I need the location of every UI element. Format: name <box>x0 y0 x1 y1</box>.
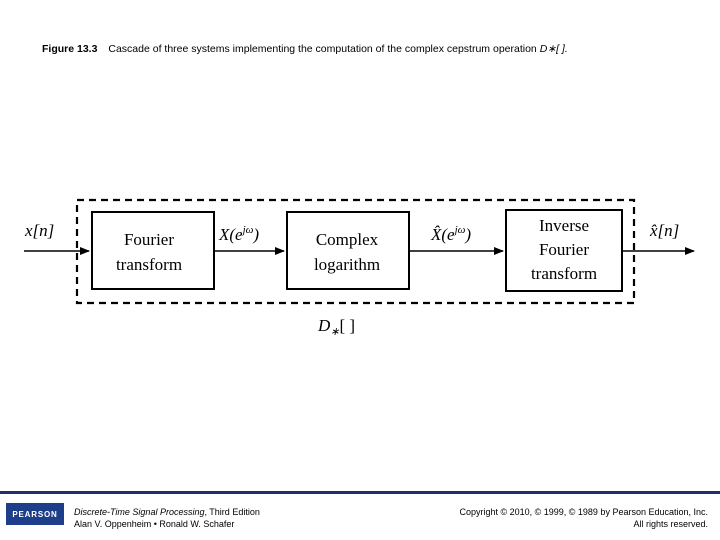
system-operator-brackets: [ ] <box>339 316 356 335</box>
log-block-line-2: logarithm <box>313 255 381 274</box>
log-spectrum-label-exponent: jω <box>454 224 466 236</box>
log-spectrum-label <box>430 224 471 244</box>
footer-rule <box>0 491 720 494</box>
inverse-block-line-1: Inverse <box>538 216 590 235</box>
spectrum-label <box>218 224 259 244</box>
spectrum-label-exponent: jω <box>242 224 254 236</box>
system-operator-base: D <box>318 316 331 335</box>
log-spectrum-label-close: ) <box>465 225 472 244</box>
book-title-line <box>74 506 260 518</box>
fourier-transform-block <box>92 212 214 289</box>
log-spectrum-label-base: X̂(e <box>431 225 455 244</box>
inverse-block-line-3: transform <box>530 264 598 283</box>
rights-text: All rights reserved. <box>633 519 708 529</box>
book-title: Discrete-Time Signal Processing <box>74 507 205 517</box>
inverse-block-line-2: Fourier <box>538 240 590 259</box>
system-operator-subscript: ∗ <box>330 326 340 338</box>
caption-text: Cascade of three systems implementing the computation of the complex cepstrum operation <box>108 43 537 55</box>
fourier-block-line-2: transform <box>115 255 183 274</box>
system-operator-label <box>317 316 355 338</box>
fourier-block-line-1: Fourier <box>123 230 175 249</box>
copyright-info <box>459 506 708 530</box>
book-edition: , Third Edition <box>204 507 260 517</box>
spectrum-label-base: X(e <box>219 225 243 244</box>
book-info <box>74 506 260 530</box>
figure-caption <box>42 43 568 55</box>
caption-operator: D∗[ ]. <box>539 43 568 55</box>
input-signal-label: x[n] <box>25 221 55 240</box>
output-signal-label: x̂[n] <box>650 221 680 240</box>
pearson-logo: PEARSON <box>6 503 64 525</box>
complex-logarithm-block <box>287 212 409 289</box>
cepstrum-block-diagram <box>0 185 720 350</box>
spectrum-label-close: ) <box>253 225 260 244</box>
book-authors: Alan V. Oppenheim • Ronald W. Schafer <box>74 519 235 529</box>
figure-label: Figure 13.3 <box>42 43 98 55</box>
copyright-text: Copyright © 2010, © 1999, © 1989 by Pearson Education, Inc. <box>459 507 708 517</box>
log-block-line-1: Complex <box>315 230 379 249</box>
